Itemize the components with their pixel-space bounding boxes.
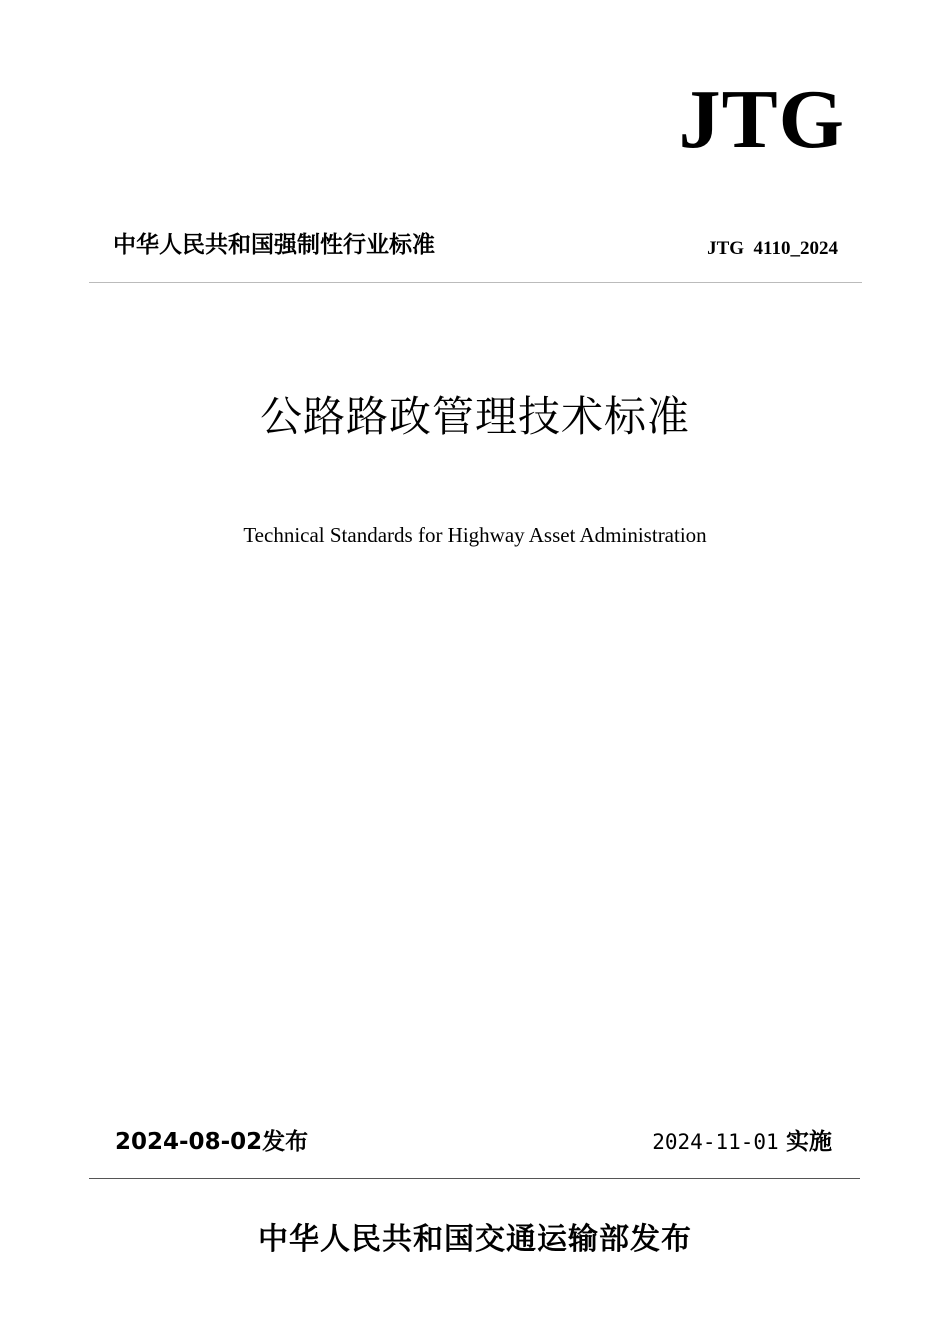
jtg-logo: JTG bbox=[678, 73, 845, 166]
standard-code: JTG 4110_2024 bbox=[707, 238, 838, 259]
effective-date-line bbox=[652, 1131, 832, 1154]
issue-date-line bbox=[115, 1131, 308, 1154]
document-title-english: Technical Standards for Highway Asset Administration bbox=[243, 523, 707, 547]
header-divider bbox=[89, 282, 862, 283]
document-title-chinese: 公路路政管理技术标准 bbox=[259, 392, 690, 441]
issue-label: 发布 bbox=[262, 1129, 309, 1155]
effective-date: 2024-11-01 bbox=[652, 1130, 779, 1154]
issue-date: 2024-08-02 bbox=[115, 1129, 263, 1155]
standard-type: 中华人民共和国强制性行业标准 bbox=[113, 232, 435, 258]
effective-label: 实施 bbox=[786, 1129, 832, 1155]
publisher: 中华人民共和国交通运输部发布 bbox=[258, 1222, 692, 1257]
footer-divider bbox=[89, 1178, 860, 1179]
